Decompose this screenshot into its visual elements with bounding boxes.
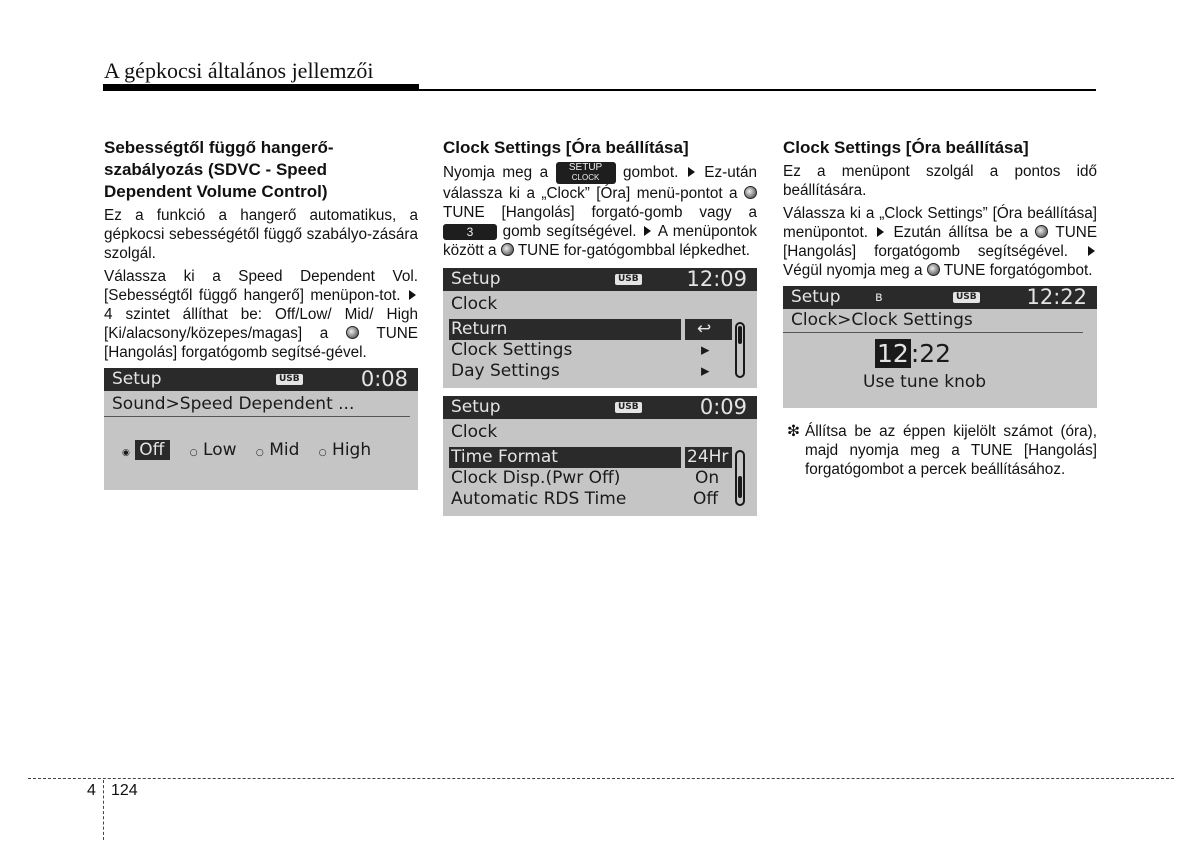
arrow-right-icon <box>409 290 416 300</box>
menu-row-rds-time: Automatic RDS Time <box>451 489 627 509</box>
scrollbar-thumb <box>738 326 742 344</box>
arrow-right-icon <box>688 167 695 177</box>
menu-row-time-format: Time Format <box>451 447 558 467</box>
menu-title: Clock <box>451 422 498 442</box>
menu-row-day-settings: Day Settings <box>451 361 560 381</box>
note-icon: ❇ <box>787 423 800 440</box>
screen-clock: 0:09 <box>699 396 747 419</box>
button-3-icon: 3 <box>443 224 497 240</box>
usb-icon: USB <box>615 402 642 413</box>
screen-status-bar <box>443 268 757 291</box>
sdvc-heading: Sebességtől függő hangerő-szabályozás (SDVC - Speed Dependent Volume Control) <box>104 138 334 201</box>
clock-menu-screen <box>443 268 757 388</box>
scrollbar-thumb <box>738 476 742 498</box>
chevron-right-icon: ▸ <box>701 361 710 381</box>
p2-d: Végül nyomja meg a <box>783 262 923 279</box>
tune-knob-icon <box>1035 225 1048 238</box>
menu-row-clock-settings: Clock Settings <box>451 340 573 360</box>
screen-status-bar <box>104 368 418 391</box>
sdvc-paragraph-1: Ez a funkció a hangerő automatikus, a gépkocsi sebességétől függő szabályo-zására szolgál. <box>104 207 418 262</box>
clock-label: CLOCK <box>571 173 600 182</box>
sdvc-p2-c: TUNE [Hangolás] forgatógomb segítsé-gével. <box>104 325 419 361</box>
usb-icon: USB <box>615 274 642 285</box>
clock-paragraph-2 <box>783 204 1097 280</box>
chevron-right-icon: ▸ <box>701 340 710 360</box>
sdvc-p2-b: 4 szintet állíthat be: Off/Low/ Mid/ High [Ki/alacsony/közepes/magas] a <box>104 306 418 342</box>
sdvc-paragraph-2 <box>104 267 418 362</box>
tune-knob-icon <box>927 263 940 276</box>
screen-status-bar <box>783 286 1097 309</box>
instr-t4: TUNE [Hangolás] forgató-gomb vagy a <box>443 204 757 221</box>
option-low: Low <box>203 440 237 460</box>
p2-b: Ezután állítsa be a <box>893 224 1029 241</box>
tune-knob-icon <box>501 243 514 256</box>
clock-heading-1: Clock Settings [Óra beállítása] <box>443 138 689 157</box>
radio-icon: ○ <box>189 448 198 458</box>
column-clock-settings-1 <box>443 137 757 516</box>
screen-clock: 12:09 <box>686 268 747 291</box>
page-header-title: A gépkocsi általános jellemzői <box>104 58 374 83</box>
clock-instructions <box>443 162 757 260</box>
sdvc-screen <box>104 368 418 490</box>
clock-edit-screen <box>783 286 1097 408</box>
tune-knob-icon <box>744 186 757 199</box>
setup-label: SETUP <box>568 162 603 173</box>
screen-title: Setup <box>451 269 501 289</box>
instr-t7: TUNE for-gatógombbal lépkedhet. <box>517 242 750 259</box>
bluetooth-icon: ʙ <box>875 290 883 305</box>
page-number: 124 <box>111 782 138 799</box>
screen-path: Clock>Clock Settings <box>791 310 973 330</box>
header-rule-thin <box>419 89 1096 91</box>
tune-knob-icon <box>346 326 359 339</box>
sdvc-p2-a: Válassza ki a Speed Dependent Vol. [Sebességtől függő hangerő] menüpon-tot. <box>104 268 418 304</box>
chapter-number: 4 <box>87 782 96 799</box>
screen-title: Setup <box>112 369 162 389</box>
note <box>783 422 1097 479</box>
screen-title: Setup <box>451 397 501 417</box>
p2-c: TUNE [Hangolás] forgatógomb segítségével. <box>783 224 1098 260</box>
footer-dashed-rule <box>28 778 1174 779</box>
header-rule-thick <box>103 84 419 91</box>
arrow-right-icon <box>877 227 884 237</box>
instr-t3: Ez-után válassza ki a „Clock” [Óra] menü-pontot a <box>443 164 758 202</box>
footer-dashed-divider <box>103 780 104 840</box>
screen-divider <box>104 416 410 417</box>
radio-selected-icon: ◉ <box>122 448 130 458</box>
return-icon: ↩ <box>697 319 712 339</box>
usb-icon: USB <box>953 292 980 303</box>
clock-disp-value: On <box>695 468 720 488</box>
menu-title: Clock <box>451 294 498 314</box>
option-off: Off <box>135 440 170 460</box>
screen-status-bar <box>443 396 757 419</box>
menu-row-clock-disp: Clock Disp.(Pwr Off) <box>451 468 621 488</box>
arrow-right-icon <box>1088 246 1095 256</box>
radio-icon: ○ <box>318 448 327 458</box>
p2-e: TUNE forgatógombot. <box>943 262 1093 279</box>
instr-t5: gomb segítségével. <box>502 223 637 240</box>
screen-clock: 12:22 <box>1026 286 1087 309</box>
use-tune-knob-hint: Use tune knob <box>863 372 987 392</box>
sdvc-options <box>122 440 371 464</box>
p2-a: Válassza ki a „Clock Settings” [Óra beállítása] menüpontot. <box>783 205 1097 241</box>
usb-icon: USB <box>276 374 303 385</box>
instr-t2: gombot. <box>623 164 679 182</box>
arrow-right-icon <box>644 226 651 236</box>
clock-time-editor <box>875 339 951 369</box>
instr-t6: A menüpontok között a <box>443 223 758 259</box>
column-clock-settings-2 <box>783 137 1097 479</box>
option-mid: Mid <box>269 440 300 460</box>
time-separator: : <box>910 339 920 368</box>
clock-paragraph-1: Ez a menüpont szolgál a pontos idő beállítására. <box>783 163 1097 199</box>
clock-options-screen <box>443 396 757 516</box>
radio-icon: ○ <box>255 448 264 458</box>
menu-row-return: Return <box>451 319 508 339</box>
rds-time-value: Off <box>693 489 719 509</box>
time-format-value: 24Hr <box>687 447 729 467</box>
instr-t1: Nyomja meg a <box>443 164 549 182</box>
hour-field: 12 <box>877 339 909 368</box>
screen-clock: 0:08 <box>360 368 408 391</box>
screen-path: Sound>Speed Dependent ... <box>112 394 355 414</box>
clock-heading-2: Clock Settings [Óra beállítása] <box>783 138 1029 157</box>
screen-title: Setup <box>791 287 841 307</box>
option-high: High <box>332 440 372 460</box>
note-text: Állítsa be az éppen kijelölt számot (óra), majd nyomja meg a TUNE [Hangolás] forgatógombot a percek beállításához. <box>805 423 1097 478</box>
screen-divider <box>783 332 1083 333</box>
minute-field: 22 <box>919 339 952 368</box>
column-sdvc <box>104 137 418 490</box>
setup-clock-button-icon <box>556 162 616 184</box>
